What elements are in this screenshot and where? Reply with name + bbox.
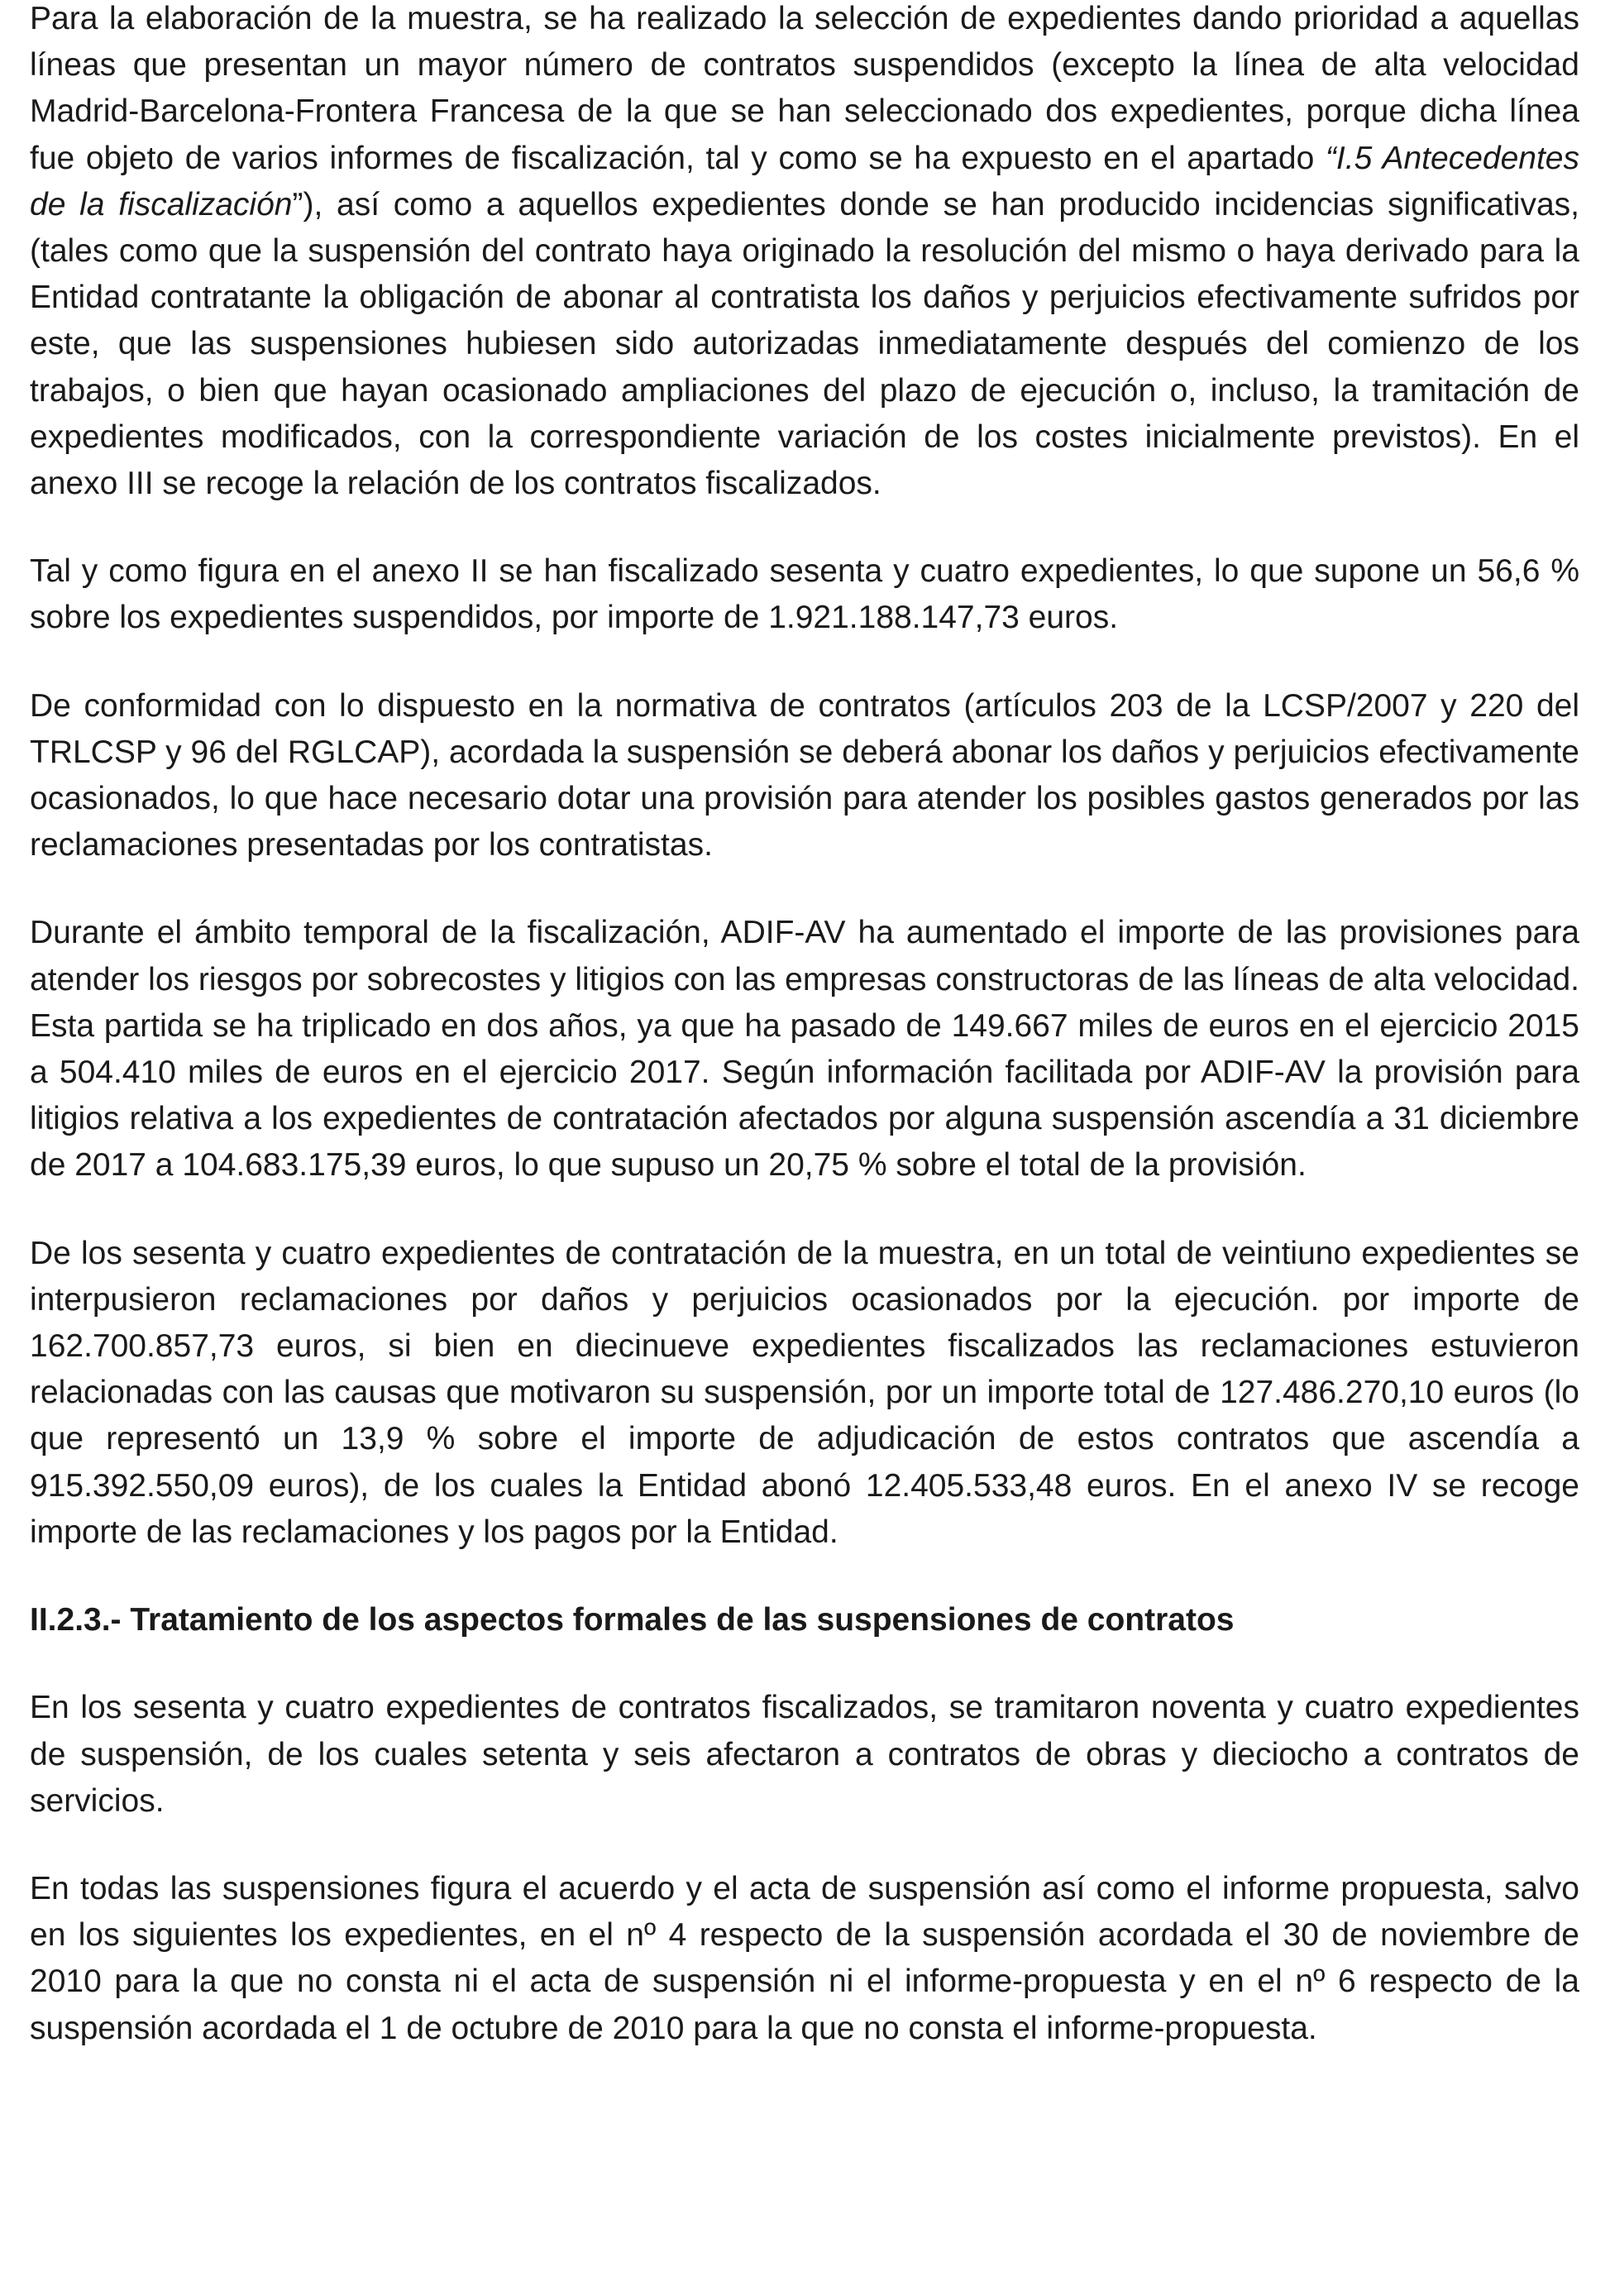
paragraph-sample-selection (30, 0, 1579, 507)
italic-reference: “I.5 Antecedentes de la fiscalización (30, 140, 1579, 222)
paragraph-audited-files: Tal y como figura en el anexo II se han fiscalizado sesenta y cuatro expedientes, lo que supone un 56,6 % sobre los expedientes suspendidos, por importe de 1.921.188.147,73 euros. (30, 553, 1579, 636)
paragraph-suspension-files: En los sesenta y cuatro expedientes de contratos fiscalizados, se tramitaron noventa y cuatro expedientes de suspensión, de los cuales setenta y seis afectaron a contratos de obras y dieciocho a contratos de servicios. (30, 1690, 1579, 1819)
paragraph-formal-aspects: En todas las suspensiones figura el acuerdo y el acta de suspensión así como el informe propuesta, salvo en los siguientes los expedientes, en el nº 4 respecto de la suspensión acordada el 30 de noviembre de 2010 para la que no consta ni el acta de suspensión ni el informe-propuesta y en el nº 6 respecto de la suspensión acordada el 1 de octubre de 2010 para la que no consta el informe-propuesta. (30, 1870, 1579, 2046)
section-heading: II.2.3.- Tratamiento de los aspectos formales de las suspensiones de contratos (30, 1602, 1235, 1638)
paragraph-text: ”), así como a aquellos expedientes donde se han producido incidencias significativas, (tales como que la suspensión del contrato haya originado la resolución del mismo o haya derivado para la Entidad contratante la obligación de abonar al contratista los daños y perjuicios efectivamente sufridos por este, que las suspensiones hubiesen sido autorizadas inmediatamente después del comienzo de los trabajos, o bien que hayan ocasionado ampliaciones del plazo de ejecución o, incluso, la tramitación de expedientes modificados, con la correspondiente variación de los costes inicialmente previstos). En el anexo III se recoge la relación de los contratos fiscalizados. (30, 186, 1579, 502)
paragraph-claims: De los sesenta y cuatro expedientes de contratación de la muestra, en un total de veintiuno expedientes se interpusieron reclamaciones por daños y perjuicios ocasionados por la ejecución. por importe de 162.700.857,73 euros, si bien en diecinueve expedientes fiscalizados las reclamaciones estuvieron relacionadas con las causas que motivaron su suspensión, por un importe total de 127.486.270,10 euros (lo que representó un 13,9 % sobre el importe de adjudicación de estos contratos que ascendía a 915.392.550,09 euros), de los cuales la Entidad abonó 12.405.533,48 euros. En el anexo IV se recoge importe de las reclamaciones y los pagos por la Entidad. (30, 1235, 1579, 1550)
document-page (30, 0, 1579, 2093)
paragraph-regulations: De conformidad con lo dispuesto en la normativa de contratos (artículos 203 de la LCSP/2007 y 220 del TRLCSP y 96 del RGLCAP), acordada la suspensión se deberá abonar los daños y perjuicios efectivamente ocasionados, lo que hace necesario dotar una provisión para atender los posibles gastos generados por las reclamaciones presentadas por los contratistas. (30, 687, 1579, 863)
paragraph-provisions: Durante el ámbito temporal de la fiscalización, ADIF-AV ha aumentado el importe de las provisiones para atender los riesgos por sobrecostes y litigios con las empresas constructoras de las líneas de alta velocidad. Esta partida se ha triplicado en dos años, ya que ha pasado de 149.667 miles de euros en el ejercicio 2015 a 504.410 miles de euros en el ejercicio 2017. Según información facilitada por ADIF-AV la provisión para litigios relativa a los expedientes de contratación afectados por alguna suspensión ascendía a 31 diciembre de 2017 a 104.683.175,39 euros, lo que supuso un 20,75 % sobre el total de la provisión. (30, 915, 1579, 1184)
paragraph-text: Para la elaboración de la muestra, se ha realizado la selección de expedientes dando prioridad a aquellas líneas que presentan un mayor número de contratos suspendidos (excepto la línea de alta velocidad Madrid-Barcelona-Frontera Francesa de la que se han seleccionado dos expedientes, porque dicha línea fue objeto de varios informes de fiscalización, tal y como se ha expuesto en el apartado (30, 1, 1579, 176)
